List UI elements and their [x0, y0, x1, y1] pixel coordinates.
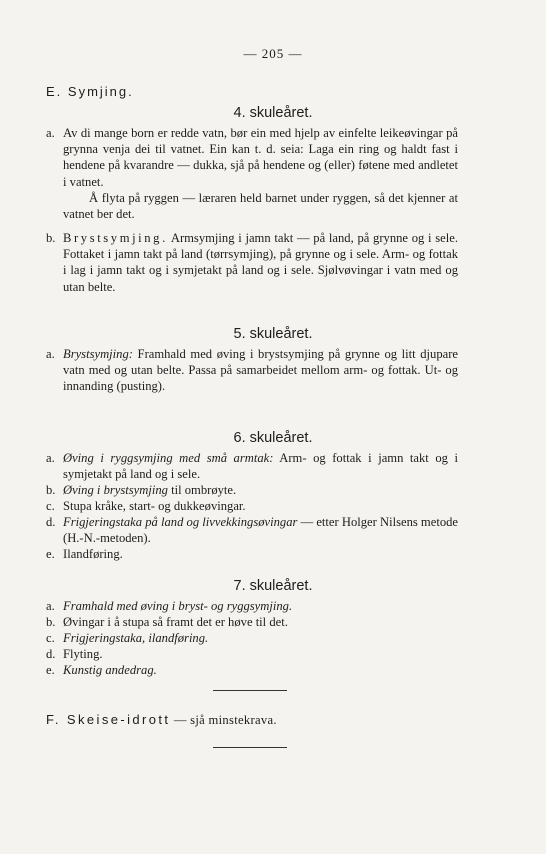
grade6-item-a	[46, 450, 458, 482]
item-label: e.	[46, 663, 55, 677]
item-text: Øvingar i å stupa så framt det er høve til det.	[63, 615, 288, 629]
italic-term: Kunstig andedrag.	[63, 663, 157, 677]
item-rest: Armsymjing i jamn takt — på land, på grynne og i sele. Fottaket i jamn takt på land (tørrsymjing), på grynne og i sele. Arm- og fottak i lag i jamn takt og i symjetakt på land og i sele. Sjølvøvingar i vatn med og utan belte.	[63, 231, 458, 294]
item-text	[63, 482, 458, 498]
italic-term: Frigjeringstaka på land og livvekkingsøvingar	[63, 515, 298, 529]
grade4-heading: 4. skuleåret.	[233, 105, 313, 121]
grade6-heading: 6. skuleåret.	[233, 430, 313, 446]
item-text	[63, 346, 458, 395]
item-text: Flyting.	[63, 647, 103, 661]
item-label: b.	[46, 615, 56, 629]
grade6-item-e	[46, 546, 458, 562]
item-text	[63, 630, 458, 646]
item-label: b.	[46, 231, 56, 245]
item-text	[63, 450, 458, 482]
item-rest: — etter Holger Nilsens metode (H.-N.-metoden).	[63, 515, 459, 546]
item-label: e.	[46, 547, 55, 561]
item-label: c.	[46, 631, 55, 645]
item-label: c.	[46, 499, 55, 513]
item-label: a.	[46, 126, 55, 140]
item-text	[63, 230, 458, 295]
grade4-item-b	[46, 230, 458, 295]
item-text-2: Å flyta på ryggen — læraren held barnet under ryggen, så det kjenner at vatnet ber det.	[63, 190, 458, 222]
divider-top	[213, 690, 287, 691]
page-number: — 205 —	[243, 46, 303, 61]
item-text	[63, 598, 458, 614]
item-text: Av di mange born er redde vatn, bør ein med hjelp av einfelte leikeøvingar på grynna venja dei til vatnet. Ein kan t. d. seia: Laga ein ring og haldt fast i hendene på kvarandre — dukka, sjå på hendene og (eller) føtene med andletet i vatnet.	[63, 126, 458, 189]
grade5-heading: 5. skuleåret.	[233, 326, 313, 342]
section-f-rest: — sjå minstekrava.	[170, 713, 277, 727]
item-rest: til ombrøyte.	[167, 483, 237, 497]
section-f-heading	[46, 712, 277, 728]
grade6-item-c	[46, 498, 458, 514]
grade4-item-a	[46, 125, 458, 222]
item-label: a.	[46, 347, 55, 361]
grade7-item-a	[46, 598, 458, 614]
divider-bottom	[213, 747, 287, 748]
italic-term: Frigjeringstaka, ilandføring.	[63, 631, 209, 645]
item-label: d.	[46, 647, 56, 661]
grade6-item-b	[46, 482, 458, 498]
italic-term: Framhald med øving i bryst- og ryggsymjing.	[63, 599, 293, 613]
item-label: a.	[46, 451, 55, 465]
grade7-heading: 7. skuleåret.	[233, 578, 313, 594]
spaced-term: Brystsymjing.	[63, 231, 168, 245]
item-label: d.	[46, 515, 56, 529]
item-label: a.	[46, 599, 55, 613]
item-rest: Framhald med øving i brystsymjing på grynne og litt djupare vatn med og utan belte. Passa på samarbeidet mellom arm- og fottak. Ut- og innanding (pusting).	[63, 347, 458, 394]
italic-term: Øving i brystsymjing	[63, 483, 168, 497]
item-label: b.	[46, 483, 56, 497]
italic-term: Brystsymjing:	[63, 347, 133, 361]
item-rest: Arm- og fottak i jamn takt og i symjetakt på land og i sele.	[63, 451, 458, 482]
section-f-title: F. Skeise-idrott	[46, 712, 171, 727]
italic-term: Øving i ryggsymjing med små armtak:	[63, 451, 274, 465]
grade7-item-d	[46, 646, 458, 662]
grade7-item-e	[46, 662, 458, 678]
grade7-item-b	[46, 614, 458, 630]
item-text	[63, 662, 458, 678]
item-text: Stupa kråke, start- og dukkeøvingar.	[63, 499, 246, 513]
grade5-item-a	[46, 346, 458, 395]
item-text: Ilandføring.	[63, 547, 123, 561]
grade7-item-c	[46, 630, 458, 646]
item-text	[63, 514, 458, 546]
grade6-item-d	[46, 514, 458, 546]
section-e-heading: E. Symjing.	[46, 84, 134, 99]
